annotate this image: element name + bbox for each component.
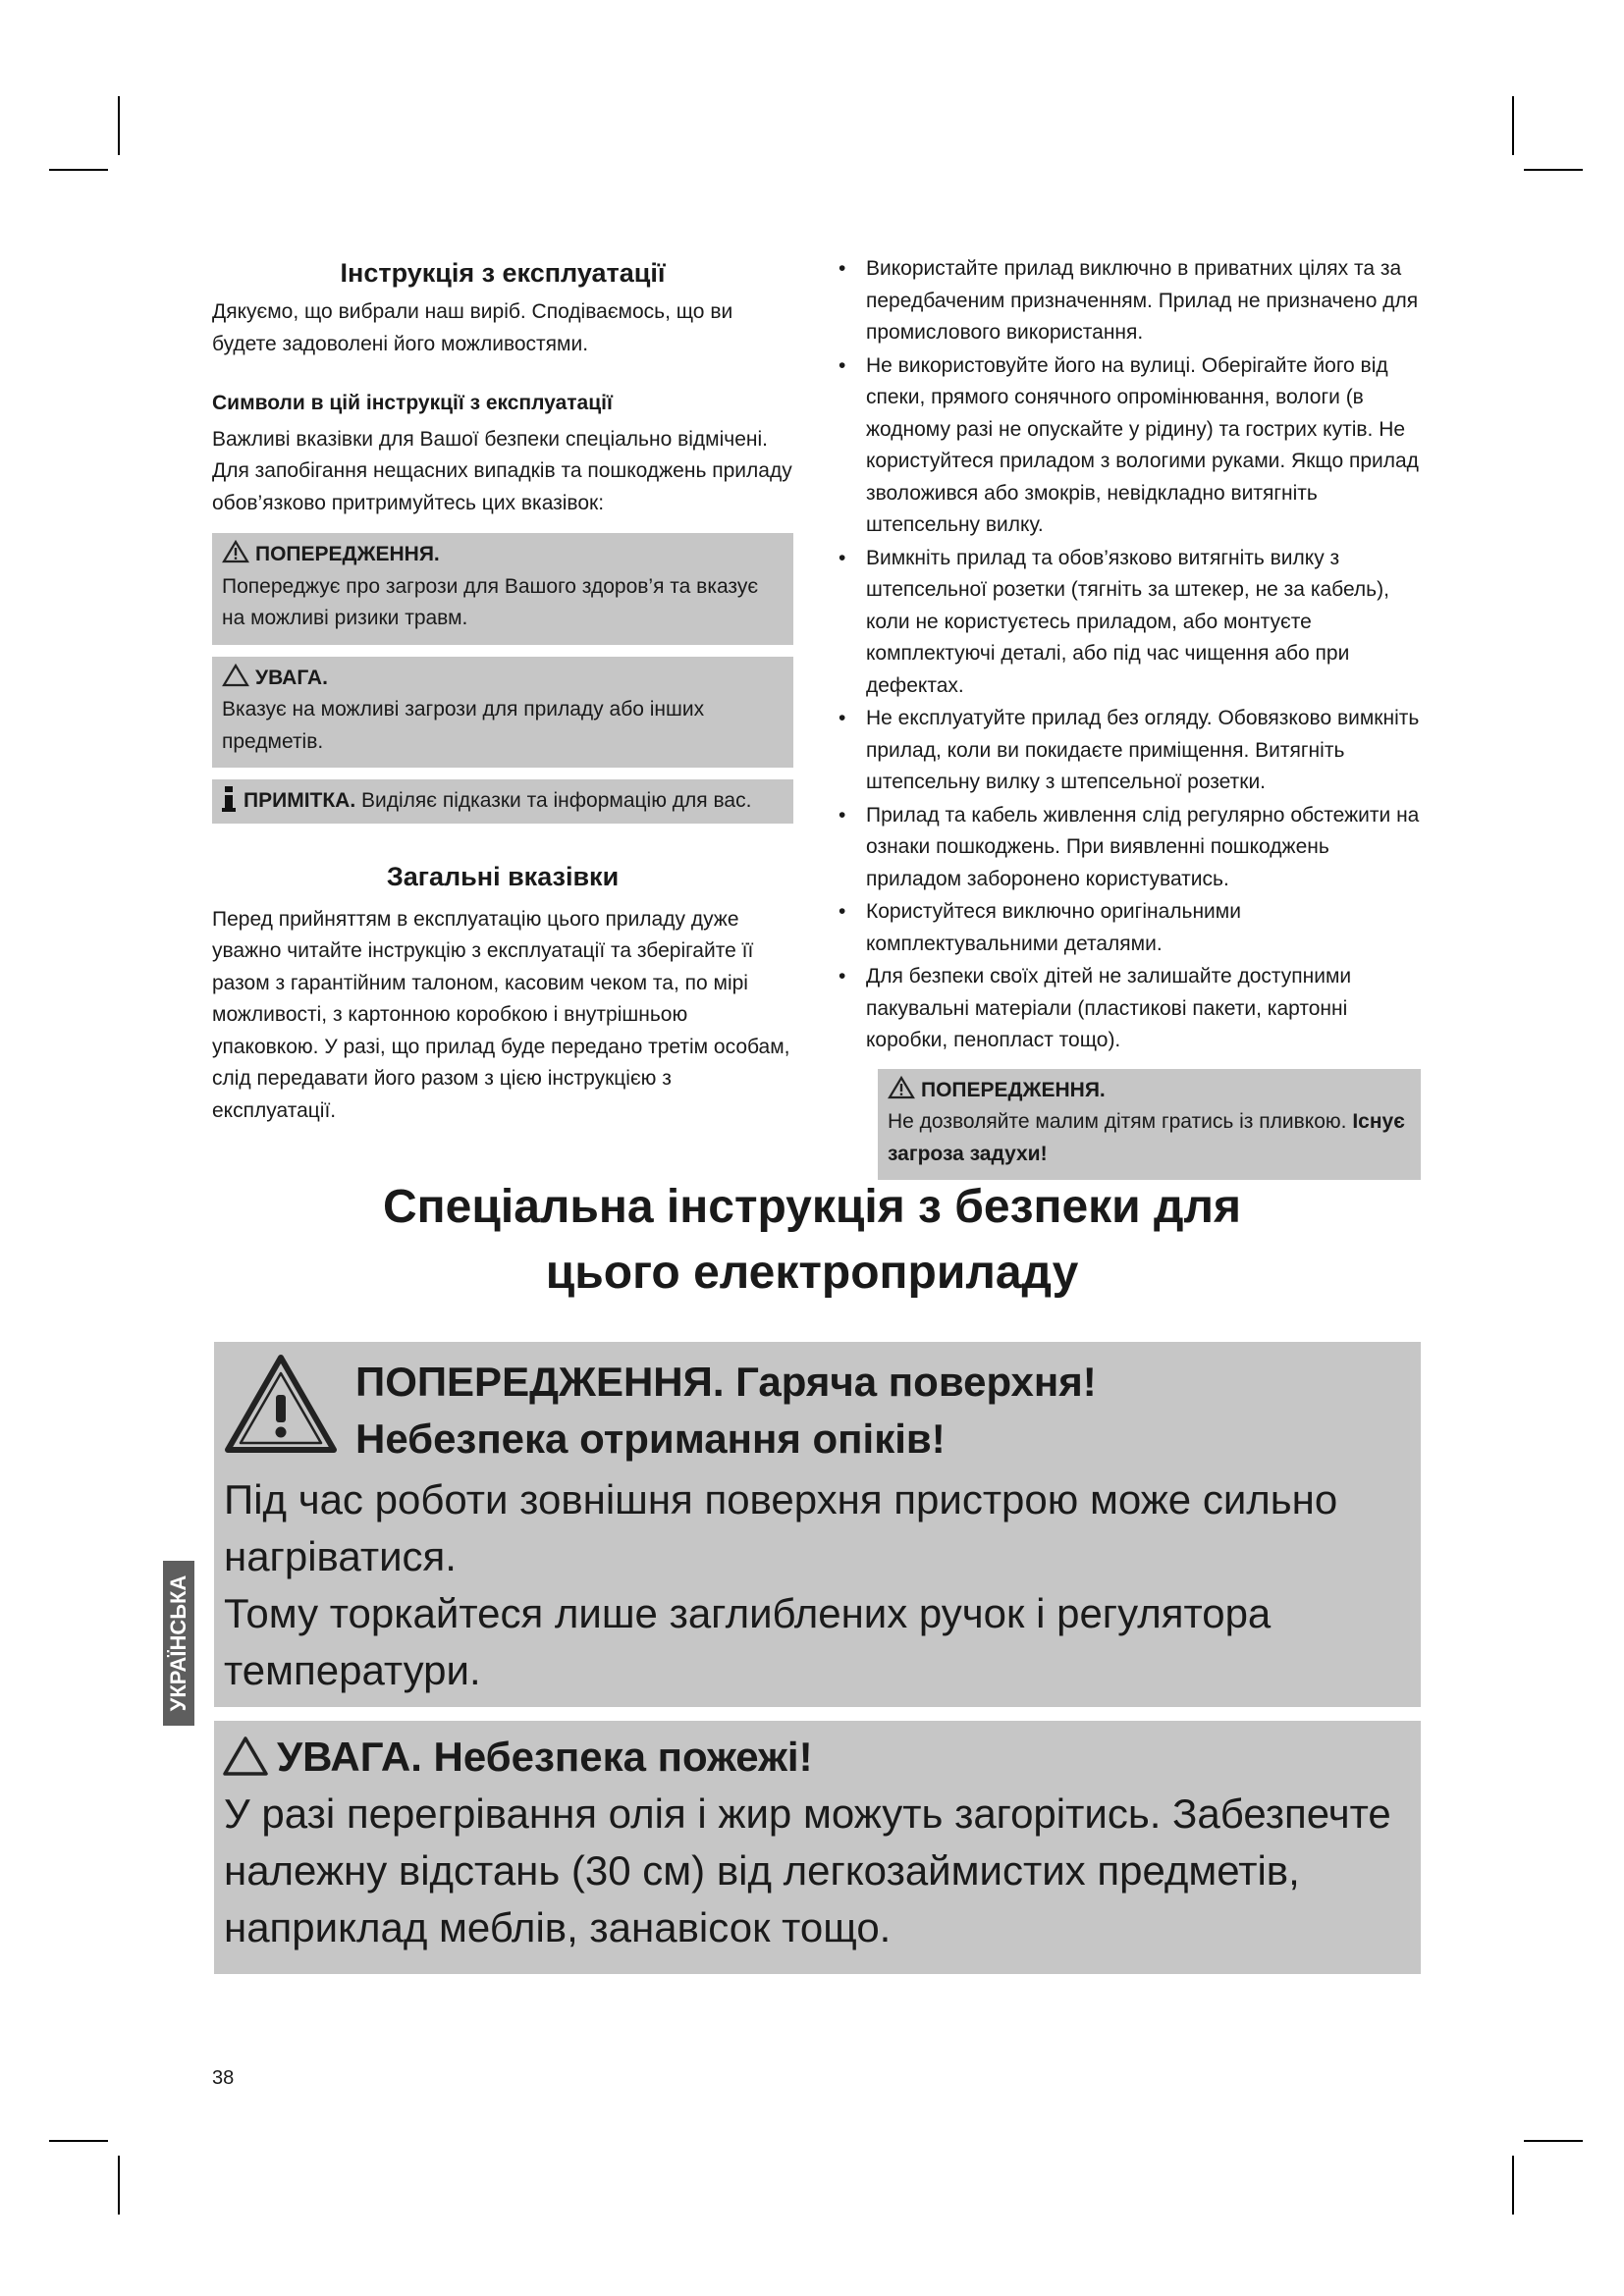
children-warning-label: ПОПЕРЕДЖЕННЯ. [921,1078,1106,1101]
fire-title-text: УВАГА. Небезпека пожежі! [277,1734,813,1780]
intro-text: Дякуємо, що вибрали наш виріб. Сподіваємось, що ви будете задоволені його можливостями. [212,300,733,355]
note-box [212,779,793,824]
left-column [212,253,793,1127]
hot-title-line1: ПОПЕРЕДЖЕННЯ. Гаряча поверхня! [355,1359,1097,1405]
symbols-heading: Символи в цій інструкції з експлуатації [212,392,613,414]
caution-label: УВАГА. [255,666,328,689]
list-item: • Не використовуйте його на вулиці. Оберігайте його від спеки, прямого сонячного опромінювання, вологи (в жодному разі не опускайте у рідину) та гострих кутів. Не користуйтеся приладом з вологими руками. Якщо прилад зволожився або змокрів, невідкладно витягніть штепсельну вилку. [837,350,1421,542]
warning-triangle-icon [222,1352,340,1456]
symbols-text: Важливі вказівки для Вашої безпеки спеціально відмічені. Для запобігання нещасних випадків та пошкоджень приладу обов’язково притримуйтесь цих вказівок: [212,427,792,514]
crop-mark [118,2156,120,2215]
fire-hazard-title [222,1729,813,1786]
caution-box [212,657,793,769]
fire-hazard-text: У разі перегрівання олія і жир можуть загорітись. Забезпечте належну відстань (30 см) від легкозаймистих предметів, наприклад меблів, занавісок тощо. [224,1790,1391,1950]
special-title-line2: цього електроприладу [545,1247,1079,1299]
crop-mark [1512,2156,1514,2215]
list-item: • Для безпеки своїх дітей не залишайте доступними пакувальні матеріали (пластикові пакети, картонні коробки, пенопласт тощо). [837,961,1421,1057]
children-warning-box [878,1069,1421,1181]
crop-mark [49,2140,108,2142]
list-item: • Вимкніть прилад та обов’язково витягніть вилку з штепсельної розетки (тягніть за штекер, не за кабель), коли не користуєтесь приладом, або монтуєте комплектуючі деталі, або під час чищення або при дефектах. [837,543,1421,703]
note-text: Виділяє підказки та інформацію для вас. [361,789,752,812]
crop-mark [1524,169,1583,171]
general-text: Перед прийняттям в експлуатацію цього приладу дуже уважно читайте інструкцію з експлуатації та зберігайте її разом з гарантійним талоном, касовим чеком та, по мірі можливості, з картонною коробкою і внутрішньою упаковкою. У разі, що прилад буде передано третім особам, слід передавати його разом з цією інструкцією з експлуатації. [212,907,790,1122]
list-item: • Не експлуатуйте прилад без огляду. Обовязково вимкніть прилад, коли ви покидаєте приміщення. Витягніть штепсельну вилку з штепсельної розетки. [837,703,1421,799]
warning-triangle-icon [888,1076,915,1099]
info-icon [222,786,236,812]
language-tab-label: УКРАЇНСЬКА [166,1575,190,1712]
note-label: ПРИМІТКА. [244,789,356,812]
hot-body-para1: Під час роботи зовнішня поверхня пристрою може сильно нагріватися. [224,1476,1338,1579]
warning-box [212,533,793,645]
hot-surface-text [214,1471,1421,1699]
general-heading: Загальні вказівки [386,861,620,891]
fire-hazard-box [214,1721,1421,1974]
hot-title-line2: Небезпека отримання опіків! [355,1415,946,1462]
safety-list [837,253,1421,1057]
hot-body-para2: Тому торкайтеся лише заглиблених ручок і регулятора температури. [224,1590,1272,1693]
warning-triangle-icon [222,540,249,563]
manual-title: Інструкція з експлуатації [340,258,666,288]
crop-mark [49,169,108,171]
language-tab [163,1561,194,1726]
crop-mark [1512,96,1514,155]
list-item: • Користуйтеся виключно оригінальними комплектувальними деталями. [837,896,1421,960]
list-item: • Прилад та кабель живлення слід регулярно обстежити на ознаки пошкоджень. При виявленні пошкоджень приладом заборонено користуватись. [837,800,1421,896]
crop-mark [1524,2140,1583,2142]
children-warning-text: Не дозволяйте малим дітям гратись із пливкою. [888,1110,1347,1133]
caution-text: Вказує на можливі загрози для приладу або інших предметів. [222,698,705,753]
page-number: 38 [212,2067,235,2089]
list-item: • Використайте прилад виключно в приватних цілях та за передбаченим призначенням. Прилад не призначено для промислового використання. [837,253,1421,349]
hot-surface-title [355,1354,1097,1468]
right-column [837,253,1421,1180]
special-safety-title [196,1174,1428,1306]
hot-surface-box [214,1342,1421,1707]
warning-text: Попереджує про загрози для Вашого здоров’я та вказує на можливі ризики травм. [222,574,759,629]
caution-triangle-icon [222,664,249,687]
special-title-line1: Спеціальна інструкція з безпеки для [383,1181,1241,1233]
warning-label: ПОПЕРЕДЖЕННЯ. [255,543,440,565]
crop-mark [118,96,120,155]
caution-triangle-icon [222,1735,269,1777]
children-warning-bold: Існує загроза задухи! [888,1110,1405,1165]
